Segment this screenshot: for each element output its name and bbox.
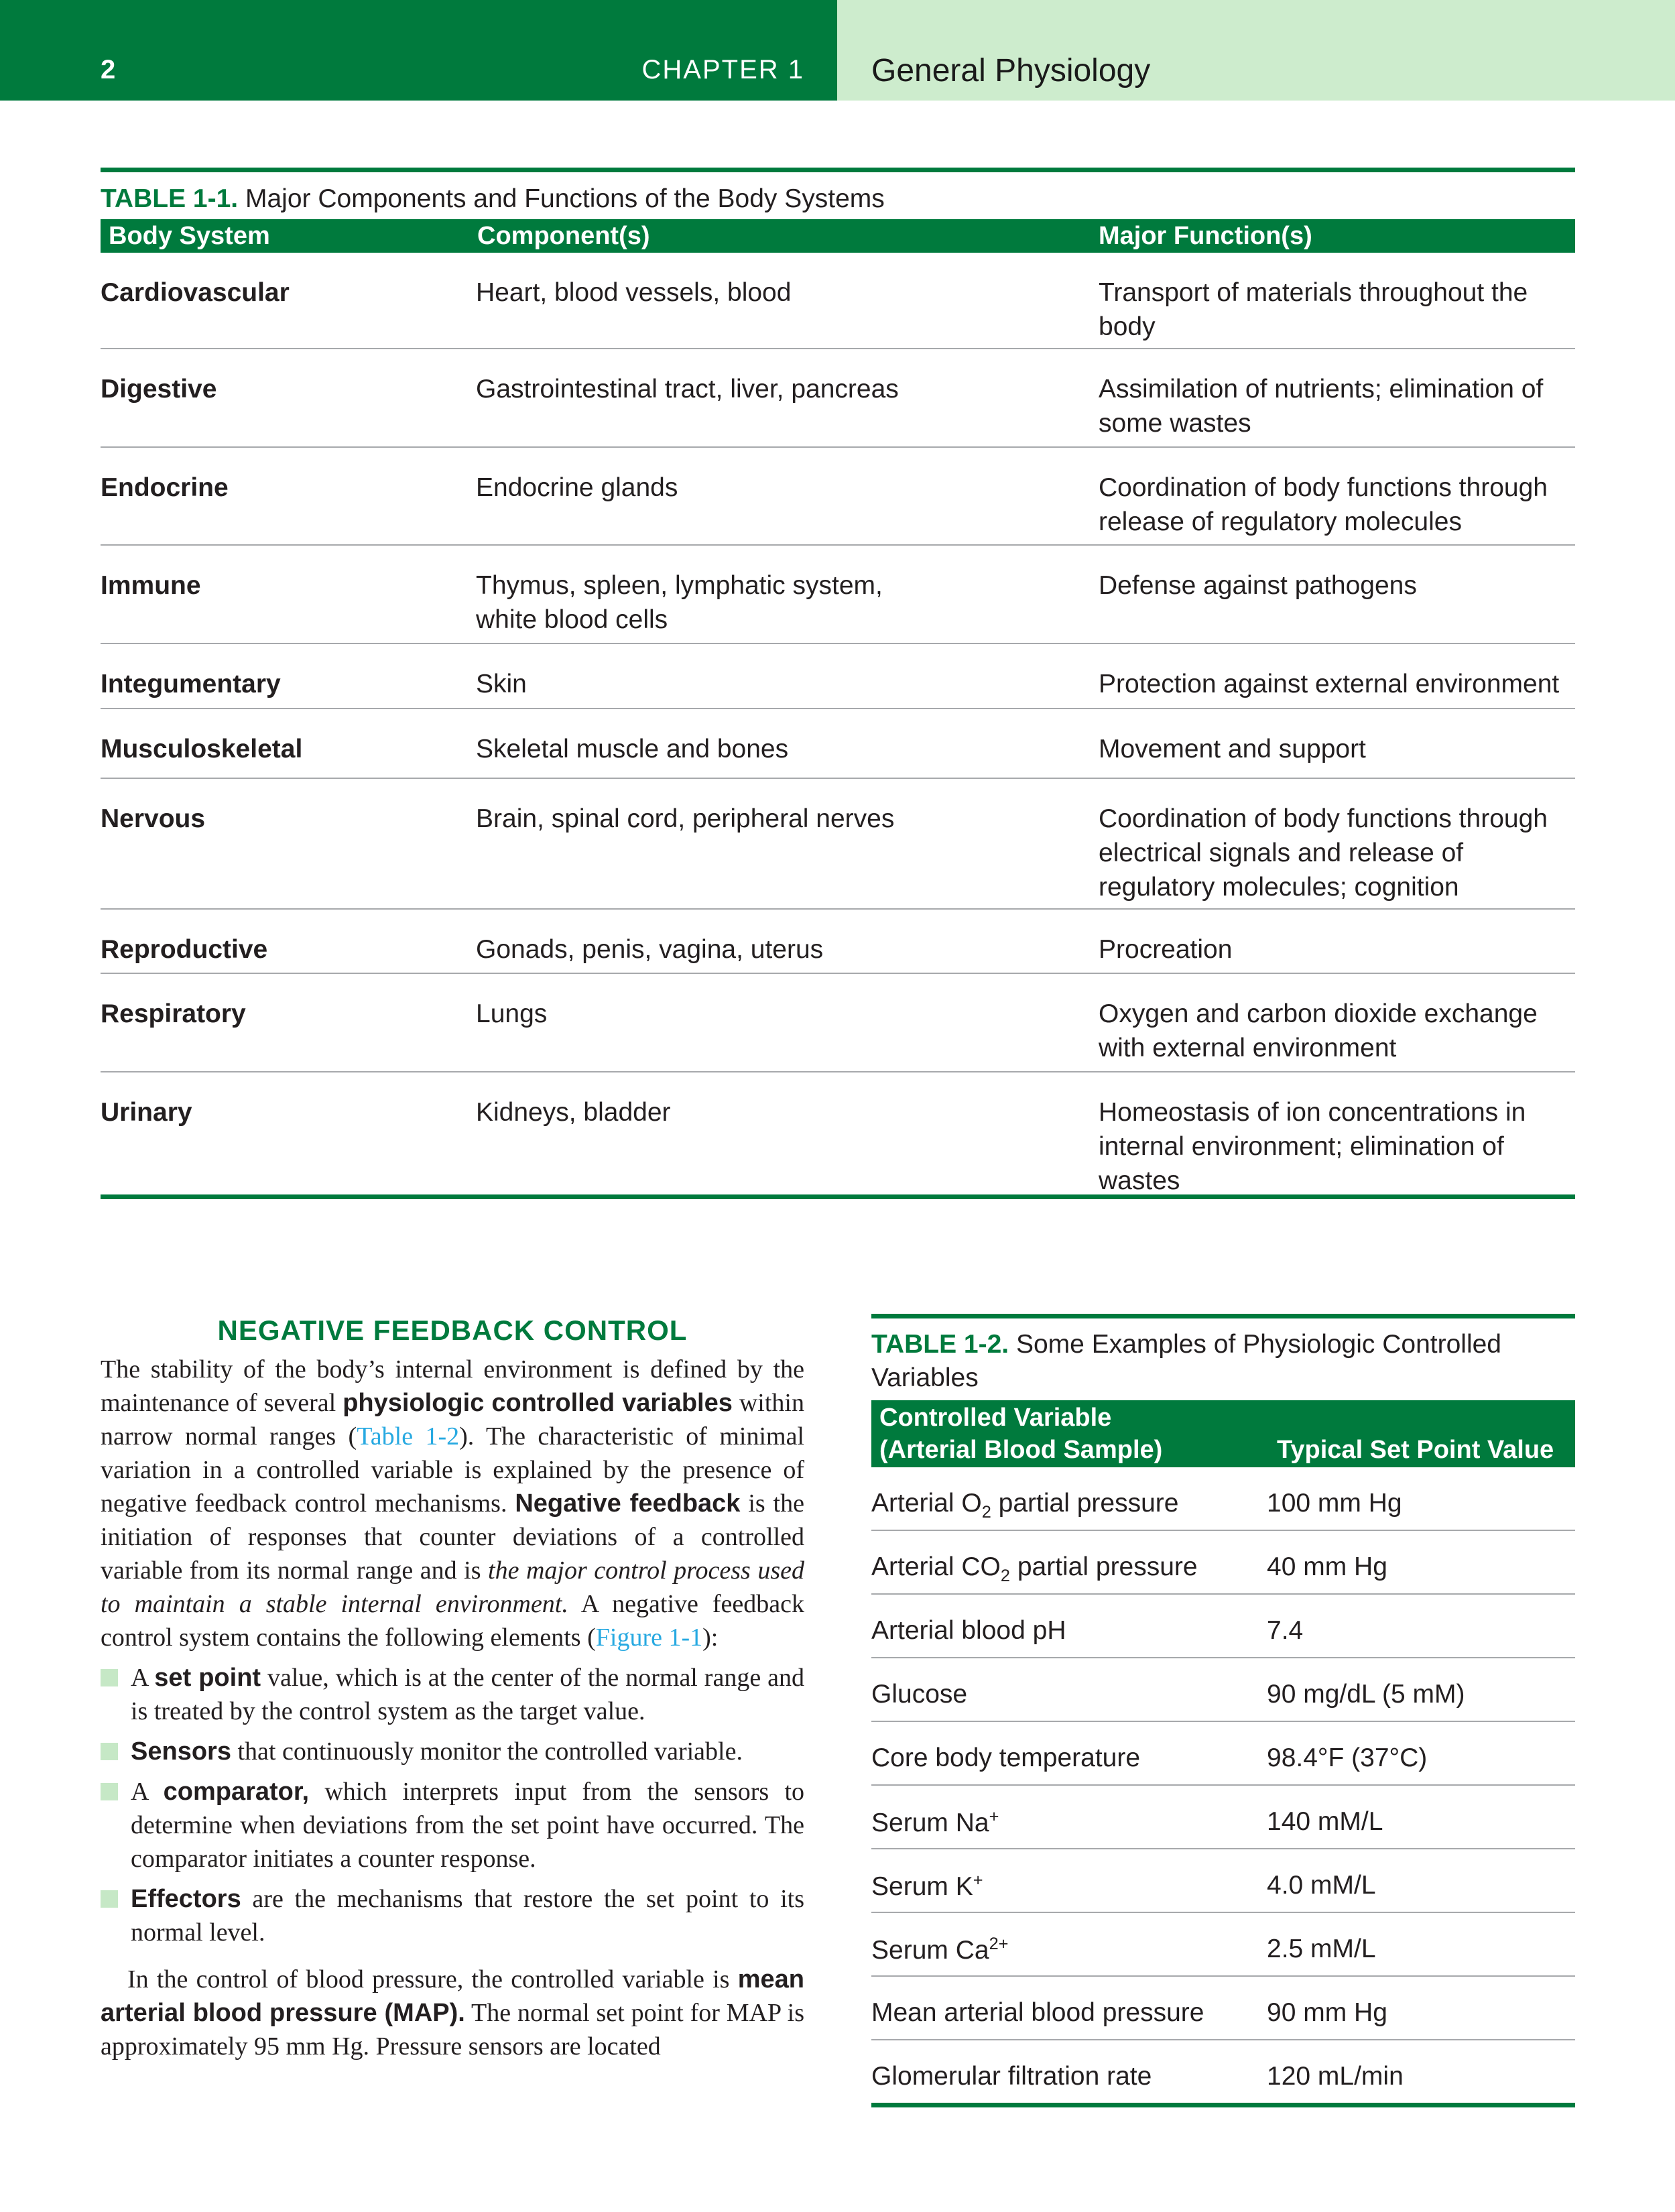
table-1-2: [871, 1314, 1575, 2107]
text-run: Arterial O: [871, 1489, 982, 1518]
bullet-term: set point: [154, 1664, 261, 1692]
cell-function: Oxygen and carbon dioxide exchange with external environment: [1099, 999, 1538, 1062]
text-run: A: [131, 1778, 164, 1806]
table-row: [101, 910, 1575, 974]
cell-controlled-variable: [871, 2062, 1152, 2091]
superscript: +: [973, 1871, 983, 1890]
header-bar-left: [0, 0, 837, 101]
table-top-rule: [871, 1314, 1575, 1318]
cell-controlled-variable: [871, 1680, 967, 1709]
bullet-item: [101, 1735, 804, 1768]
table-row: [871, 1786, 1575, 1849]
cell-components: Kidneys, bladder: [476, 1098, 671, 1127]
subscript: 2: [1000, 1566, 1010, 1585]
text-run: Serum Na: [871, 1808, 989, 1837]
text-run: Core body temperature: [871, 1743, 1141, 1772]
cell-components: Endocrine glands: [476, 473, 678, 502]
text-run: Glucose: [871, 1680, 968, 1709]
table-body: [871, 1467, 1575, 2103]
cell-body-system: Endocrine: [101, 473, 229, 502]
table-row: [101, 644, 1575, 709]
column-header-controlled-variable: [879, 1402, 1162, 1466]
bullet-term: comparator,: [163, 1778, 310, 1806]
cell-function: Assimilation of nutrients; elimination of some wastes: [1099, 375, 1544, 438]
page-number: 2: [101, 55, 116, 84]
section-heading: NEGATIVE FEEDBACK CONTROL: [217, 1314, 688, 1346]
text-run: Serum Ca: [871, 1936, 989, 1965]
cell-components: Thymus, spleen, lymphatic system, white blood cells: [476, 571, 883, 634]
cell-function: Coordination of body functions through electrical signals and release of regulatory molecules; cognition: [1099, 804, 1548, 902]
column-header-components: Component(s): [477, 222, 650, 250]
table-header-row: [871, 1400, 1575, 1467]
text-run: which interprets input from the sensors to determine when deviations from the set point have occurred. The comparator initiates a counter response.: [131, 1778, 804, 1873]
cell-set-point: 98.4°F (37°C): [1267, 1743, 1428, 1772]
table-row: [101, 779, 1575, 910]
column-header-body-system: Body System: [109, 222, 270, 250]
text-run: value, which is at the center of the normal range and is treated by the control system as the target value.: [131, 1664, 804, 1725]
text-run: The stability of the body’s internal environment is defined by the maintenance of several: [101, 1355, 804, 1417]
text-run: that continuously monitor the controlled variable.: [231, 1737, 743, 1766]
cell-body-system: Urinary: [101, 1098, 192, 1127]
superscript: 2+: [989, 1934, 1009, 1953]
cell-components: Skeletal muscle and bones: [476, 735, 789, 763]
table-row: [101, 349, 1575, 448]
cell-components: Skin: [476, 670, 527, 698]
table-row: [101, 709, 1575, 779]
cell-body-system: Nervous: [101, 804, 206, 833]
bullet-term: Sensors: [131, 1737, 231, 1766]
table-row: [101, 974, 1575, 1072]
cell-function: Coordination of body functions through release of regulatory molecules: [1099, 473, 1548, 536]
cell-body-system: Digestive: [101, 375, 217, 404]
text-run: Serum K: [871, 1872, 973, 1901]
cell-set-point: 4.0 mM/L: [1267, 1871, 1376, 1900]
table-row: [871, 1977, 1575, 2040]
cell-controlled-variable: [871, 1807, 999, 1838]
link-table-1-2[interactable]: Table 1-2: [357, 1422, 460, 1451]
text-run: partial pressure: [991, 1489, 1179, 1518]
cell-set-point: 140 mM/L: [1267, 1807, 1383, 1836]
text-run: ):: [702, 1623, 719, 1652]
cell-controlled-variable: [871, 1934, 1008, 1965]
bullet-list: [101, 1661, 804, 1949]
text-run: The normal set point for MAP is approximately 95 mm Hg. Pressure sensors are located: [101, 1999, 804, 2061]
term-map: mean arterial blood pressure (MAP).: [101, 1965, 804, 2027]
chapter-label: CHAPTER 1: [641, 55, 804, 84]
cell-components: Brain, spinal cord, peripheral nerves: [476, 804, 895, 833]
table-label: TABLE 1-2.: [871, 1330, 1009, 1359]
table-label: TABLE 1-1.: [101, 184, 239, 213]
paragraph-1: [101, 1353, 804, 1654]
bullet-item: [101, 1882, 804, 1949]
cell-set-point: 2.5 mM/L: [1267, 1934, 1376, 1963]
bullet-term: Effectors: [131, 1885, 241, 1913]
table-1-1: [101, 168, 1575, 1199]
cell-set-point: 90 mg/dL (5 mM): [1267, 1680, 1465, 1709]
text-run: ). The characteristic of minimal variation in a controlled variable is explained by the presence of negative feedback control mechanisms.: [101, 1422, 804, 1518]
cell-controlled-variable: [871, 1616, 1066, 1646]
superscript: +: [989, 1807, 999, 1826]
cell-set-point: 100 mm Hg: [1267, 1489, 1402, 1518]
table-bottom-rule: [871, 2103, 1575, 2107]
table-row: [101, 448, 1575, 546]
column-header-set-point: Typical Set Point Value: [1277, 1436, 1554, 1464]
table-row: [871, 1913, 1575, 1977]
table-row: [871, 1849, 1575, 1913]
paragraph-2: [101, 1963, 804, 2063]
cell-controlled-variable: [871, 1998, 1204, 2028]
text-run: is the initiation of responses that counter deviations of a controlled variable from its normal range and is: [101, 1489, 804, 1585]
cell-body-system: Respiratory: [101, 999, 246, 1028]
cell-components: Gastrointestinal tract, liver, pancreas: [476, 375, 899, 404]
table-row: [101, 253, 1575, 349]
cell-set-point: 120 mL/min: [1267, 2062, 1404, 2091]
text-run: Arterial CO: [871, 1552, 1001, 1581]
text-run: In the control of blood pressure, the controlled variable is: [127, 1965, 738, 1993]
cell-body-system: Musculoskeletal: [101, 735, 303, 763]
table-row: [871, 2040, 1575, 2103]
chapter-title: General Physiology: [871, 53, 1151, 88]
header-line: Controlled Variable: [879, 1404, 1112, 1432]
bullet-item: [101, 1775, 804, 1876]
table-row: [871, 1722, 1575, 1786]
cell-body-system: Reproductive: [101, 935, 268, 964]
header-line: (Arterial Blood Sample): [879, 1436, 1163, 1464]
cell-set-point: 90 mm Hg: [1267, 1998, 1387, 2027]
cell-body-system: Integumentary: [101, 670, 281, 698]
cell-function: Homeostasis of ion concentrations in internal environment; elimination of wastes: [1099, 1098, 1526, 1195]
cell-controlled-variable: [871, 1743, 1140, 1773]
link-figure-1-1[interactable]: Figure 1-1: [595, 1623, 703, 1652]
bullet-item: [101, 1661, 804, 1728]
table-row: [101, 1072, 1575, 1194]
cell-set-point: 40 mm Hg: [1267, 1552, 1387, 1581]
italic-text: the major control process used to maintain a stable internal environment.: [101, 1556, 805, 1618]
table-row: [871, 1595, 1575, 1658]
table-caption: [101, 184, 1575, 219]
cell-controlled-variable: [871, 1871, 983, 1902]
text-run: A: [131, 1664, 155, 1692]
table-caption: [871, 1328, 1575, 1395]
bullet-square-icon: [101, 1890, 118, 1908]
table-body: [101, 253, 1575, 1194]
cell-body-system: Immune: [101, 571, 201, 600]
table-row: [871, 1531, 1575, 1595]
cell-set-point: 7.4: [1267, 1616, 1304, 1645]
cell-function: Transport of materials throughout the body: [1099, 278, 1528, 341]
text-run: A negative feedback control system contains the following elements (: [101, 1590, 804, 1652]
term-negative-feedback: Negative feedback: [515, 1489, 741, 1518]
cell-components: Gonads, penis, vagina, uterus: [476, 935, 824, 964]
text-run: Mean arterial blood pressure: [871, 1998, 1204, 2027]
table-top-rule: [101, 168, 1575, 172]
table-row: [101, 546, 1575, 644]
column-header-functions: Major Function(s): [1099, 222, 1312, 250]
term-physiologic-controlled-variables: physiologic controlled variables: [343, 1389, 733, 1417]
table-title: Some Examples of Physiologic Controlled Variables: [871, 1330, 1501, 1392]
cell-components: Heart, blood vessels, blood: [476, 278, 792, 307]
table-title: Major Components and Functions of the Body Systems: [245, 184, 885, 213]
cell-function: Defense against pathogens: [1099, 571, 1417, 600]
text-run: Arterial blood pH: [871, 1616, 1066, 1645]
text-run: within narrow normal ranges (: [101, 1389, 804, 1451]
negative-feedback-section: [101, 1314, 804, 2063]
subscript: 2: [981, 1502, 991, 1522]
cell-function: Movement and support: [1099, 735, 1366, 763]
text-run: partial pressure: [1009, 1552, 1198, 1581]
cell-function: Procreation: [1099, 935, 1233, 964]
text-run: Glomerular filtration rate: [871, 2062, 1152, 2091]
cell-function: Protection against external environment: [1099, 670, 1560, 698]
bullet-square-icon: [101, 1743, 118, 1760]
table-row: [871, 1658, 1575, 1722]
bullet-square-icon: [101, 1783, 118, 1800]
table-header-row: [101, 219, 1575, 253]
cell-components: Lungs: [476, 999, 548, 1028]
table-row: [871, 1467, 1575, 1531]
cell-controlled-variable: [871, 1489, 1178, 1522]
text-run: are the mechanisms that restore the set point to its normal level.: [131, 1885, 804, 1947]
bullet-square-icon: [101, 1669, 118, 1686]
cell-controlled-variable: [871, 1552, 1198, 1586]
cell-body-system: Cardiovascular: [101, 278, 290, 307]
